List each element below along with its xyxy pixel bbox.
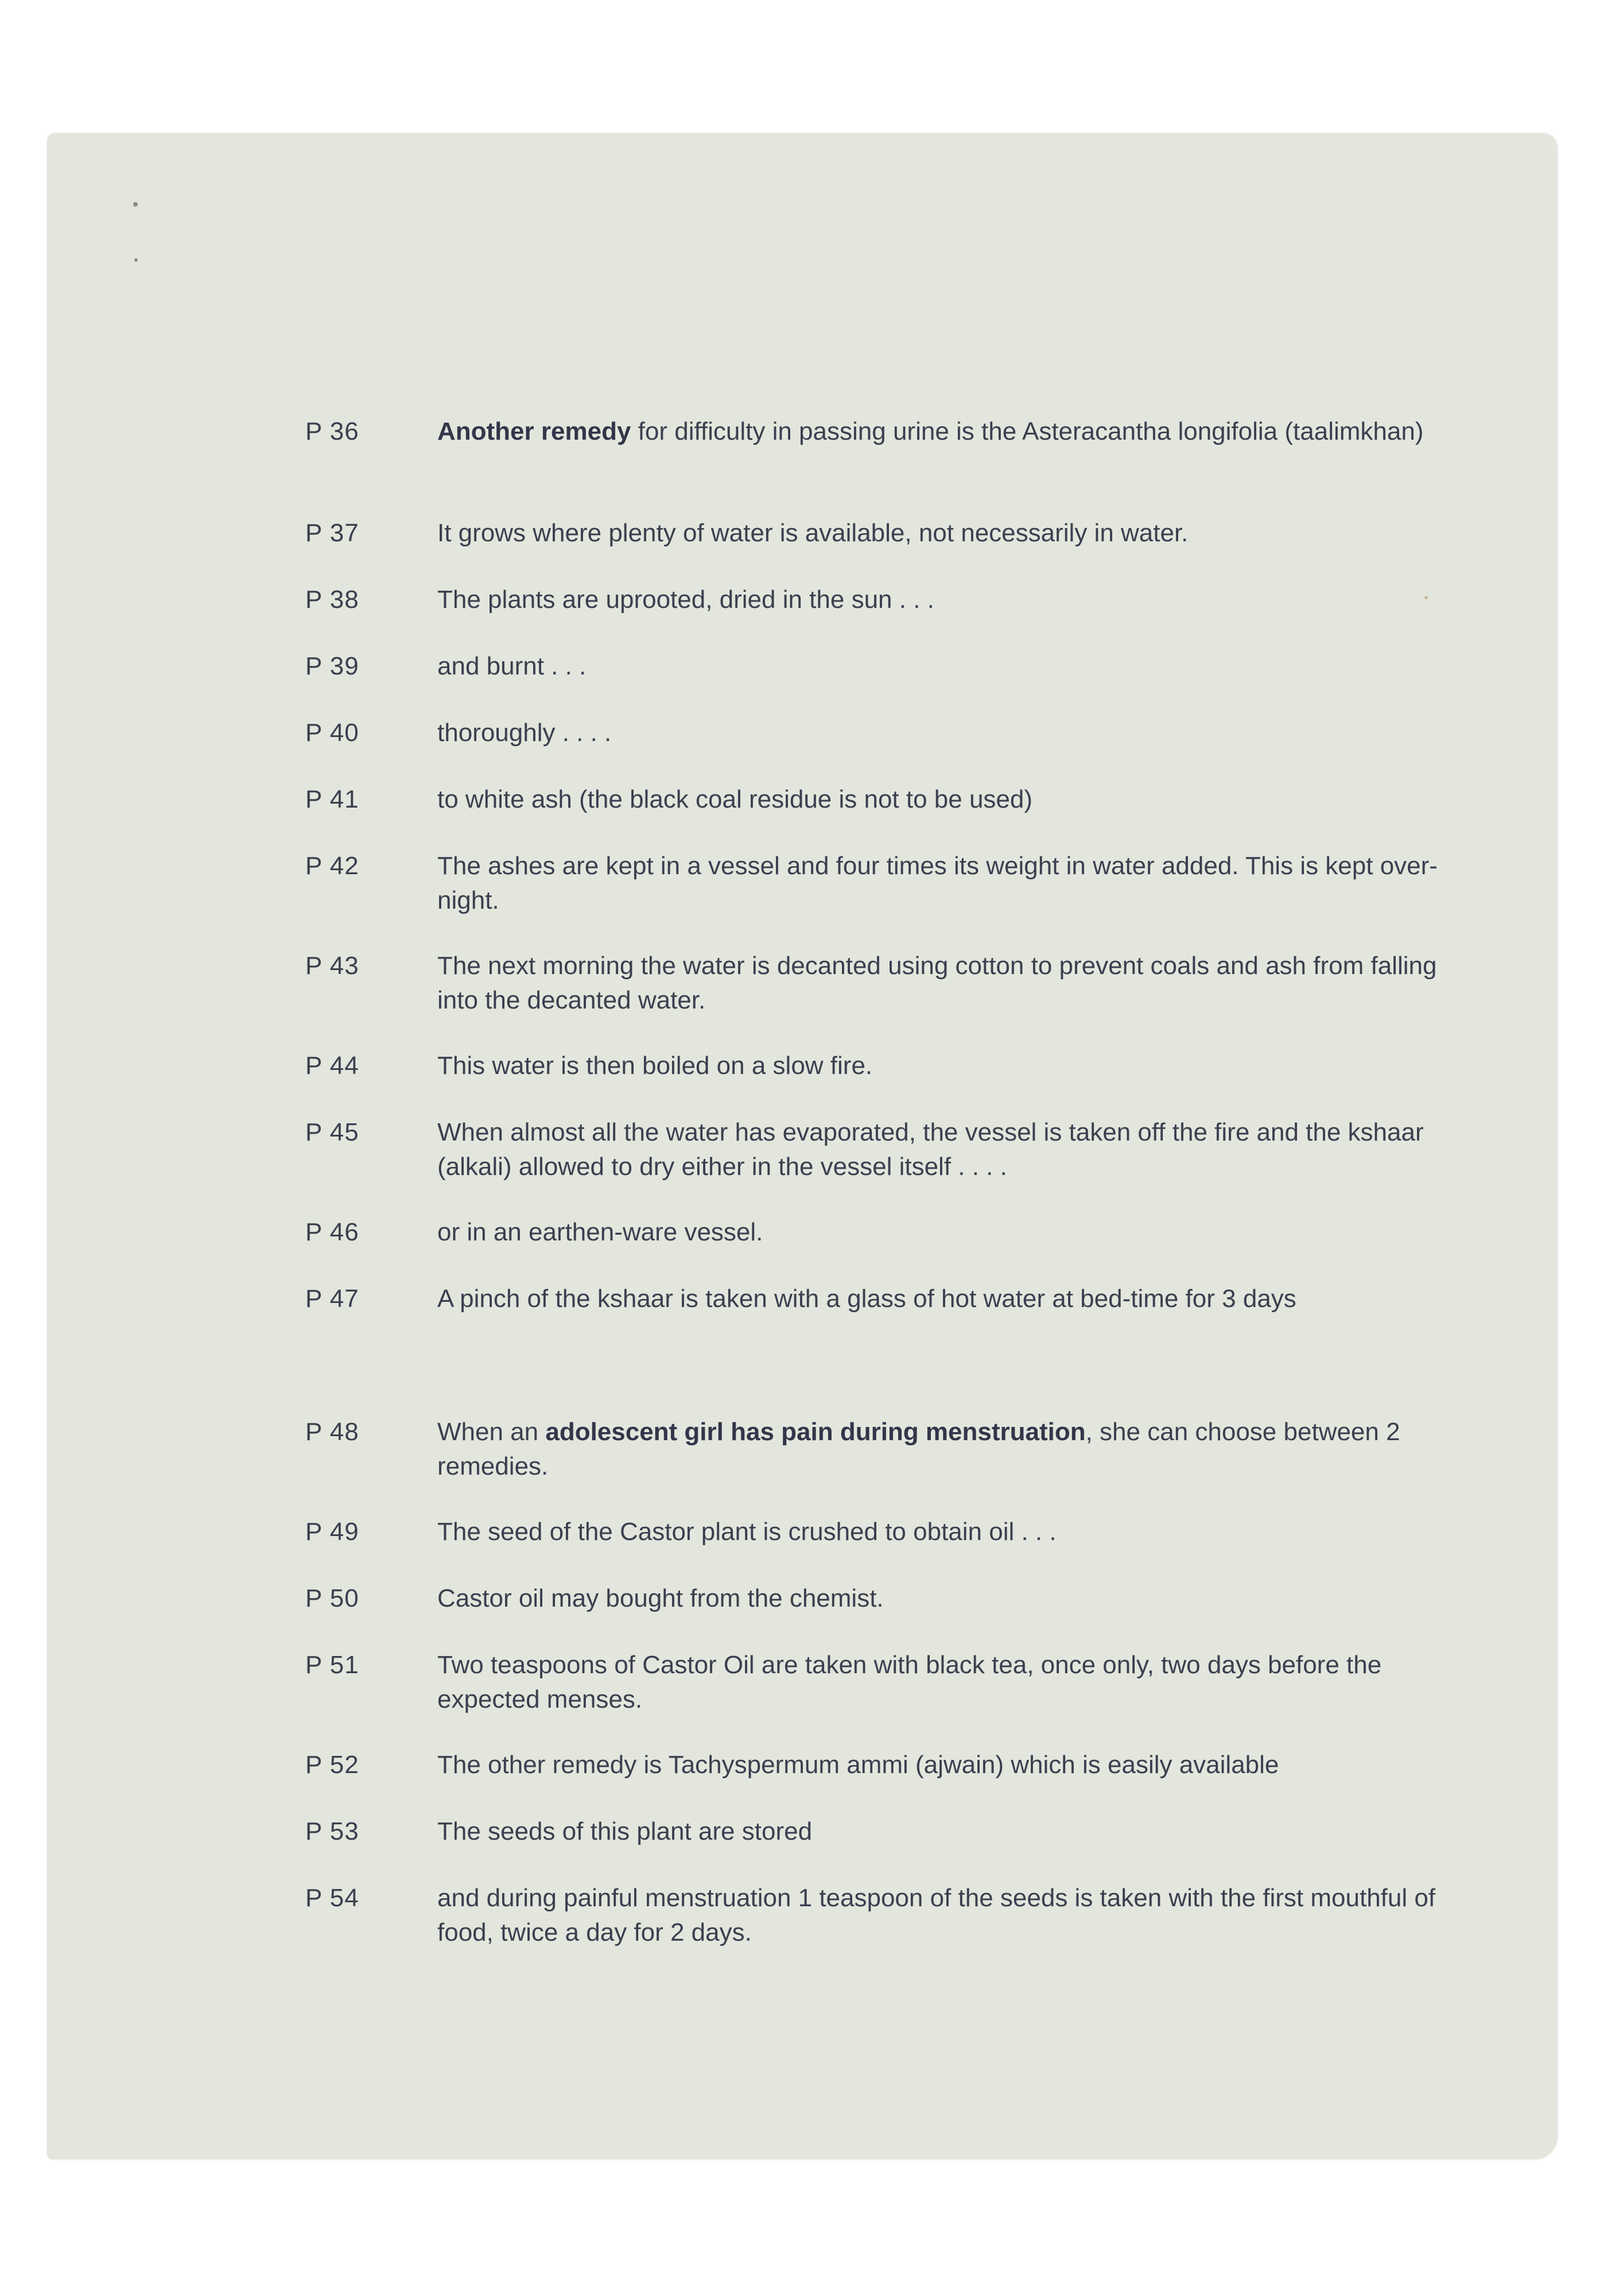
paragraph-text: [437, 1648, 1470, 1717]
paragraph-entry: [305, 849, 1470, 918]
paragraph-entry: [305, 716, 1470, 750]
paragraph-text: [437, 1415, 1470, 1484]
paragraph-text: [437, 1881, 1470, 1950]
paragraph-text-body: for difficulty in passing urine is the Asteracantha longifolia (taalimkhan): [631, 417, 1424, 445]
paragraph-entry: [305, 1581, 1470, 1616]
paragraph-text: [437, 1049, 1470, 1083]
paragraph-entry: [305, 1748, 1470, 1782]
paragraph-text: [437, 782, 1470, 817]
paragraph-text-body: The ashes are kept in a vessel and four times its weight in water added. This is kept over-night.: [437, 852, 1438, 914]
paragraph-text-body: and burnt . . .: [437, 652, 587, 680]
paragraph-entry: [305, 1282, 1470, 1316]
paragraph-number: P 42: [305, 852, 359, 880]
paragraph-text: [437, 649, 1470, 684]
paragraph-text: [437, 849, 1470, 918]
paragraph-text-body: Two teaspoons of Castor Oil are taken with black tea, once only, two days before the expected menses.: [437, 1651, 1382, 1713]
paragraph-text-body: The seed of the Castor plant is crushed to obtain oil . . .: [437, 1518, 1057, 1546]
paragraph-number: P 37: [305, 519, 359, 547]
paragraph-entry: [305, 414, 1470, 449]
paragraph-entry: [305, 782, 1470, 817]
paragraph-entry: [305, 649, 1470, 684]
paragraph-entry: [305, 1115, 1470, 1184]
paragraph-entry: [305, 1049, 1470, 1083]
paragraph-text-body: thoroughly . . . .: [437, 719, 612, 747]
paragraph-text: [437, 1748, 1470, 1782]
paragraph-text: [437, 1581, 1470, 1616]
paragraph-number: P 40: [305, 719, 359, 747]
paragraph-number: P 44: [305, 1052, 359, 1080]
paragraph-text-lead: When an: [437, 1418, 546, 1446]
paragraph-text-body: The seeds of this plant are stored: [437, 1817, 813, 1845]
paragraph-text-body: to white ash (the black coal residue is not to be used): [437, 785, 1033, 813]
paragraph-text-body: A pinch of the kshaar is taken with a glass of hot water at bed-time for 3 days: [437, 1285, 1296, 1313]
paragraph-text-body: When almost all the water has evaporated, the vessel is taken off the fire and the kshaar (alkali) allowed to dry either in the vessel itself . . . .: [437, 1118, 1424, 1181]
emphasized-phrase: Another remedy: [437, 417, 631, 445]
paragraph-number: P 36: [305, 417, 359, 445]
paragraph-number: P 52: [305, 1751, 359, 1779]
paragraph-number: P 50: [305, 1584, 359, 1612]
paragraph-entry: [305, 1881, 1470, 1950]
paper-sheet: [47, 133, 1558, 2159]
paragraph-number: P 48: [305, 1418, 359, 1446]
paragraph-text-body: , she can choose between 2 remedies.: [437, 1418, 1400, 1480]
entry-list: [47, 133, 1558, 2159]
paragraph-entry: [305, 949, 1470, 1018]
paragraph-text-body: and during painful menstruation 1 teaspoon of the seeds is taken with the first mouthful of food, twice a day for 2 days.: [437, 1884, 1436, 1946]
paragraph-text: [437, 516, 1470, 550]
paragraph-text: [437, 414, 1470, 449]
paragraph-text: [437, 716, 1470, 750]
paragraph-number: P 53: [305, 1817, 359, 1845]
paragraph-number: P 43: [305, 952, 359, 980]
paragraph-entry: [305, 1215, 1470, 1250]
paragraph-text: [437, 583, 1470, 617]
paragraph-text-body: The other remedy is Tachyspermum ammi (ajwain) which is easily available: [437, 1751, 1279, 1779]
paragraph-entry: [305, 1415, 1470, 1484]
paragraph-number: P 54: [305, 1884, 359, 1912]
paragraph-text-body: The plants are uprooted, dried in the sun . . .: [437, 585, 934, 614]
paragraph-number: P 46: [305, 1218, 359, 1246]
paragraph-entry: [305, 583, 1470, 617]
paragraph-text: [437, 1115, 1470, 1184]
paragraph-number: P 41: [305, 785, 359, 813]
paragraph-entry: [305, 1515, 1470, 1549]
paragraph-entry: [305, 1648, 1470, 1717]
emphasized-phrase: adolescent girl has pain during menstruation: [545, 1418, 1086, 1446]
paragraph-text-body: or in an earthen-ware vessel.: [437, 1218, 763, 1246]
paragraph-number: P 38: [305, 585, 359, 614]
paragraph-text: [437, 949, 1470, 1018]
paragraph-text-body: It grows where plenty of water is available, not necessarily in water.: [437, 519, 1189, 547]
paragraph-text: [437, 1282, 1470, 1316]
paragraph-number: P 49: [305, 1518, 359, 1546]
paragraph-text: [437, 1515, 1470, 1549]
paragraph-entry: [305, 1814, 1470, 1849]
paragraph-text-body: The next morning the water is decanted using cotton to prevent coals and ash from falling into the decanted water.: [437, 952, 1437, 1014]
paragraph-number: P 51: [305, 1651, 359, 1679]
paragraph-text-body: This water is then boiled on a slow fire.: [437, 1052, 873, 1080]
paragraph-number: P 45: [305, 1118, 359, 1146]
paragraph-entry: [305, 516, 1470, 550]
paragraph-number: P 47: [305, 1285, 359, 1313]
paragraph-text: [437, 1814, 1470, 1849]
paragraph-number: P 39: [305, 652, 359, 680]
paragraph-text-body: Castor oil may bought from the chemist.: [437, 1584, 884, 1612]
paragraph-text: [437, 1215, 1470, 1250]
